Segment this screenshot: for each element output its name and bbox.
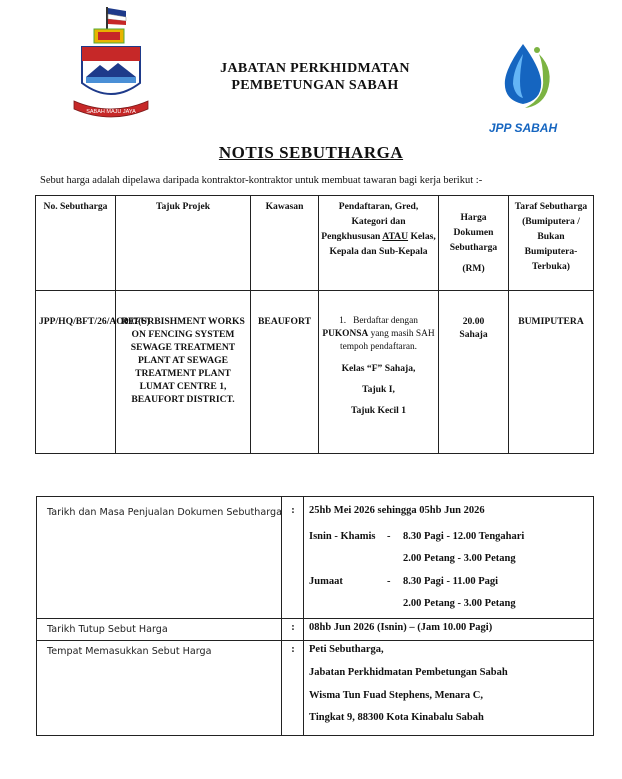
jualan-colon: : <box>291 505 295 516</box>
crest-motto: SABAH MAJU JAYA <box>86 109 136 115</box>
header-tajuk: Tajuk Projek <box>116 196 251 291</box>
jpp-sabah-logo <box>483 40 563 135</box>
department-name-line2: PEMBETUNGAN SABAH <box>231 78 399 93</box>
tempat-line2: Jabatan Perkhidmatan Pembetungan Sabah <box>309 667 508 678</box>
jualan-day2-time2: 2.00 Petang - 3.00 Petang <box>403 598 516 609</box>
header-kawasan: Kawasan <box>251 196 319 291</box>
intro-text: Sebut harga adalah dipelawa daripada kontraktor-kontraktor untuk membuat tawaran bagi kerja berikut :- <box>40 175 483 186</box>
tutup-colon: : <box>291 622 295 633</box>
header-no: No. Sebutharga <box>36 196 116 291</box>
req-text-c: yang masih SAH tempoh pendaftaran. <box>339 329 435 352</box>
tempat-label: Tempat Memasukkan Sebut Harga <box>47 646 212 657</box>
jpp-logo-text: JPP SABAH <box>488 121 558 135</box>
tempat-line4: Tingkat 9, 88300 Kota Kinabalu Sabah <box>309 712 484 723</box>
quotation-table <box>35 195 594 454</box>
header-pendaftaran-post: Kelas, Kepala dan Sub-Kepala <box>329 231 436 257</box>
details-box <box>36 496 594 736</box>
jualan-day1-time2: 2.00 Petang - 3.00 Petang <box>403 553 516 564</box>
jualan-day1-dash: - <box>387 531 391 542</box>
cell-taraf: BUMIPUTERA <box>509 291 594 454</box>
cell-pendaftaran <box>319 291 439 454</box>
cell-kawasan: BEAUFORT <box>251 291 319 454</box>
harga-value: 20.00 <box>462 316 485 327</box>
header-harga-label: Harga Dokumen Sebutharga <box>449 212 498 253</box>
jualan-day1-time1: 8.30 Pagi - 12.00 Tengahari <box>403 531 525 542</box>
tempat-line1: Peti Sebutharga, <box>309 644 384 655</box>
details-row-divider-2 <box>37 640 593 641</box>
department-name <box>180 60 450 94</box>
header-harga-unit: (RM) <box>462 263 485 274</box>
cell-tajuk: REFURBISHMENT WORKS ON FENCING SYSTEM SEWAGE TREATMENT PLANT AT SEWAGE TREATMENT PLANT LUMAT CENTRE 1, BEAUFORT DISTRICT. <box>116 291 251 454</box>
details-divider-left <box>281 497 282 735</box>
header-harga <box>439 196 509 291</box>
header-taraf: Taraf Sebutharga (Bumiputera / Bukan Bumiputera-Terbuka) <box>509 196 594 291</box>
header-pendaftaran-pre: Pendaftaran, Gred, Kategori dan Pengkhususan <box>321 201 419 242</box>
notice-title: NOTIS SEBUTHARGA <box>218 143 404 162</box>
table-header-row <box>36 196 594 291</box>
jualan-date: 25hb Mei 2026 sehingga 05hb Jun 2026 <box>309 505 485 516</box>
sabah-crest-logo <box>68 5 154 125</box>
req-text-a: Berdaftar dengan <box>353 316 418 326</box>
department-name-line1: JABATAN PERKHIDMATAN <box>220 61 410 76</box>
req-number: 1. <box>339 316 347 326</box>
details-row-divider-1 <box>37 618 593 619</box>
req-kelas: Kelas “F” Sahaja, <box>341 363 416 374</box>
tutup-value: 08hb Jun 2026 (Isnin) – (Jam 10.00 Pagi) <box>309 622 493 633</box>
tempat-line3: Wisma Tun Fuad Stephens, Menara C, <box>309 690 483 701</box>
cell-harga <box>439 291 509 454</box>
req-tajuk-kecil: Tajuk Kecil 1 <box>350 405 407 416</box>
table-row <box>36 291 594 454</box>
header-pendaftaran-atau: ATAU <box>382 231 409 242</box>
jualan-day2-dash: - <box>387 576 391 587</box>
jualan-day1: Isnin - Khamis <box>309 531 376 542</box>
tempat-colon: : <box>291 644 295 655</box>
jualan-day2: Jumaat <box>309 576 343 587</box>
req-pukonsa: PUKONSA <box>322 329 369 339</box>
header-pendaftaran <box>319 196 439 291</box>
tutup-label: Tarikh Tutup Sebut Harga <box>47 624 168 635</box>
details-divider-right <box>303 497 304 735</box>
jualan-label: Tarikh dan Masa Penjualan Dokumen Sebutharga <box>47 507 282 518</box>
jualan-day2-time1: 8.30 Pagi - 11.00 Pagi <box>403 576 499 587</box>
req-tajuk: Tajuk I, <box>362 384 395 395</box>
cell-no: JPP/HQ/BFT/26/AO097(S) <box>36 291 116 454</box>
harga-note: Sahaja <box>459 329 488 340</box>
